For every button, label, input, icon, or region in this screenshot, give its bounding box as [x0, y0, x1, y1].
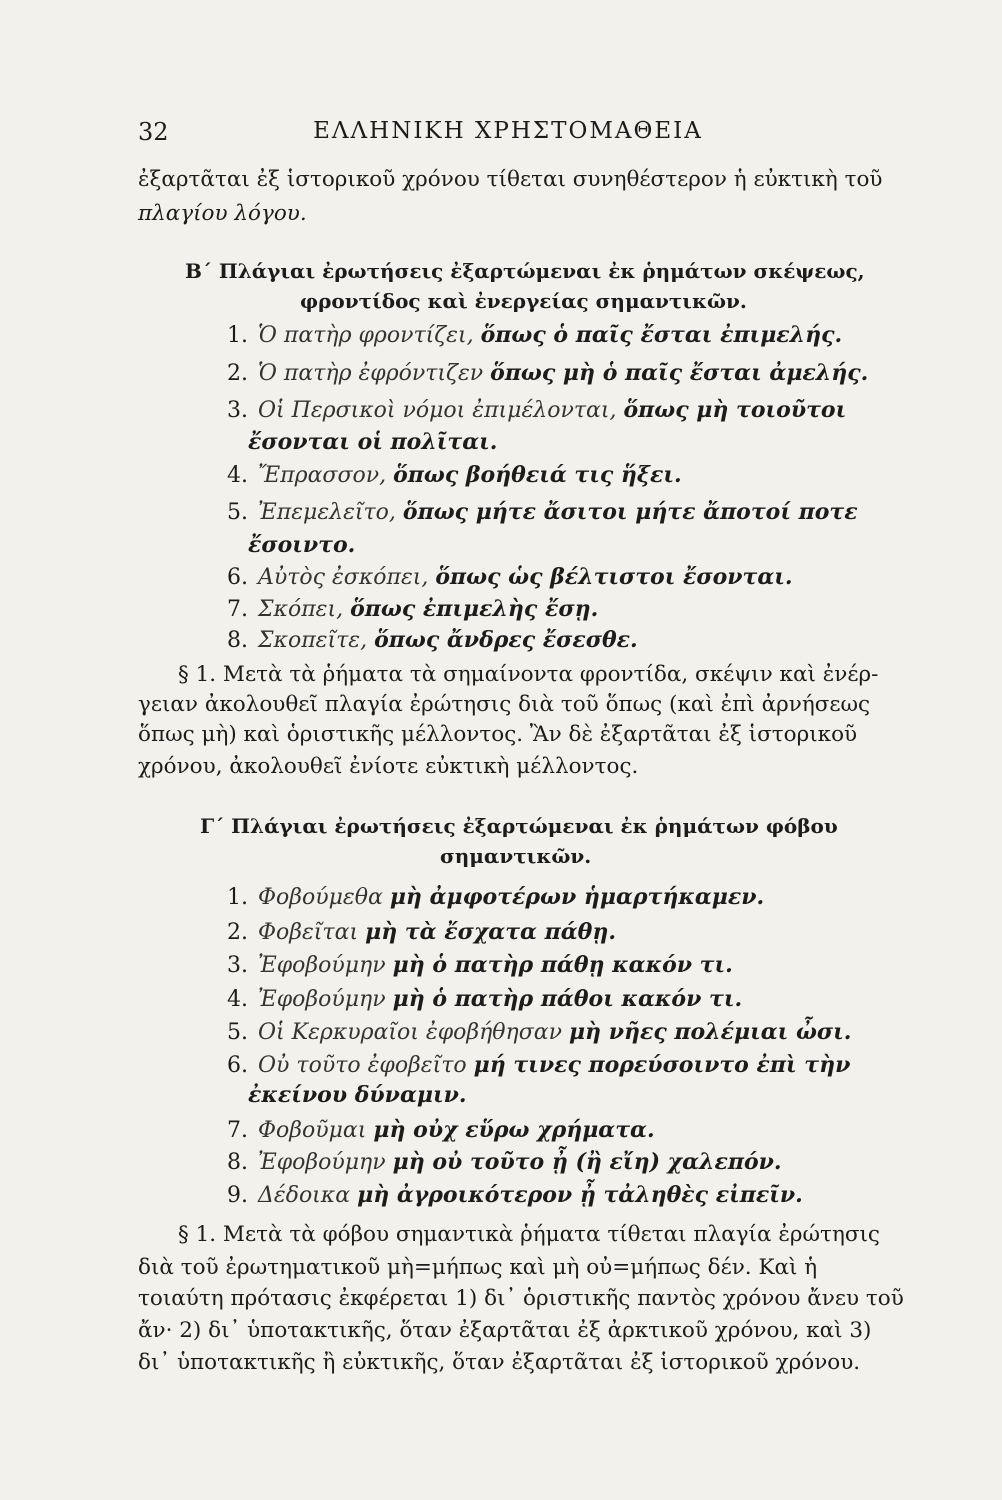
section-c-note-line-5: δι᾽ ὑποτακτικῆς ἢ εὐκτικῆς, ὅταν ἐξαρτᾶται ἐξ ἱστορικοῦ χρόνου. [138, 1350, 861, 1375]
section-b-example-7 [218, 594, 598, 625]
example-text: ὅπως ἄνδρες ἔσεσθε. [374, 627, 638, 653]
example-number: 8. [227, 1150, 248, 1175]
example-number: 7. [227, 1118, 248, 1143]
example-lead: Φοβοῦμαι [258, 1118, 367, 1143]
section-b-example-3 [218, 395, 846, 426]
example-text: ὅπως βοήθειά τις ἥξει. [393, 462, 682, 488]
section-b-heading-line-1: Β΄ Πλάγιαι ἐρωτήσεις ἐξαρτώμεναι ἐκ ῥημάτων σκέψεως, [185, 259, 865, 283]
example-number: 4. [227, 987, 248, 1012]
example-text: μὴ τὰ ἔσχατα πάθῃ. [365, 919, 616, 945]
example-text: ὅπως μὴ ὁ παῖς ἔσται ἀμελής. [490, 360, 869, 386]
example-number: 2. [227, 361, 248, 386]
example-text: μὴ ἀγροικότερον ᾖ τἀληθὲς εἰπεῖν. [357, 1182, 803, 1208]
example-lead: Οἱ Περσικοὶ νόμοι ἐπιμέλονται, [258, 398, 617, 423]
page-number: 32 [138, 118, 169, 146]
section-c-example-1 [218, 882, 764, 913]
example-lead: Φοβεῖται [258, 920, 359, 945]
example-text: ὅπως ὡς βέλτιστοι ἔσονται. [435, 564, 793, 590]
section-c-example-8 [218, 1147, 782, 1178]
section-b-example-4 [218, 460, 682, 491]
example-lead: Ὁ πατὴρ φροντίζει, [258, 323, 474, 348]
example-text: μὴ οὐ τοῦτο ᾖ (ἢ εἴη) χαλεπόν. [392, 1149, 782, 1175]
section-c-example-6 [218, 1050, 850, 1081]
section-c-example-9 [218, 1180, 803, 1211]
example-lead: Σκόπει, [258, 597, 344, 622]
section-c-heading-line-1: Γ΄ Πλάγιαι ἐρωτήσεις ἐξαρτώμεναι ἐκ ῥημάτων φόβου [200, 814, 838, 838]
section-b-note-line-2: γειαν ἀκολουθεῖ πλαγία ἐρώτησις διὰ τοῦ ὅπως (καὶ ἐπὶ ἀρνήσεως [138, 692, 871, 717]
section-c-note-line-4: ἄν· 2) δι᾽ ὑποτακτικῆς, ὅταν ἐξαρτᾶται ἐξ ἀρκτικοῦ χρόνου, καὶ 3) [138, 1318, 872, 1343]
section-c-example-5 [218, 1017, 851, 1048]
section-c-example-2 [218, 917, 616, 948]
example-lead: Ἐφοβούμην [258, 1150, 386, 1175]
example-text: μὴ ὁ πατὴρ πάθοι κακόν τι. [392, 986, 743, 1012]
example-lead: Ἐφοβούμην [258, 987, 386, 1012]
example-lead: Ὁ πατὴρ ἐφρόντιζεν [258, 361, 484, 386]
section-c-note-line-2: διὰ τοῦ ἐρωτηματικοῦ μὴ=μήπως καὶ μὴ οὐ=μήπως δέν. Καὶ ἡ [138, 1255, 818, 1280]
example-number: 4. [227, 463, 248, 488]
example-text: ὅπως ὁ παῖς ἔσται ἐπιμελής. [480, 322, 843, 348]
example-number: 6. [227, 565, 248, 590]
example-number: 9. [227, 1183, 248, 1208]
example-number: 8. [227, 628, 248, 653]
section-b-example-1 [218, 320, 842, 351]
example-text: μὴ ἀμφοτέρων ἡμαρτήκαμεν. [389, 884, 765, 910]
section-c-heading-line-2: σημαντικῶν. [440, 844, 592, 868]
running-title: ΕΛΛΗΝΙΚΗ ΧΡΗΣΤΟΜΑΘΕΙΑ [313, 118, 703, 144]
intro-line-2: πλαγίου λόγου. [138, 201, 307, 226]
example-text: ὅπως μὴ τοιοῦτοι [623, 397, 847, 423]
example-lead: Αὐτὸς ἐσκόπει, [258, 565, 429, 590]
example-number: 5. [227, 500, 248, 525]
section-c-note-line-1: § 1. Μετὰ τὰ φόβου σημαντικὰ ῥήματα τίθεται πλαγία ἐρώτησις [178, 1222, 880, 1247]
section-b-example-5-continuation: ἔσοιντο. [248, 532, 356, 558]
example-text: μή τινες πορεύσοιντο ἐπὶ τὴν [473, 1052, 851, 1078]
example-number: 3. [227, 398, 248, 423]
example-text: μὴ ὁ πατὴρ πάθῃ κακόν τι. [392, 952, 733, 978]
example-number: 5. [227, 1020, 248, 1045]
example-number: 6. [227, 1053, 248, 1078]
section-c-example-6-continuation: ἐκείνου δύναμιν. [248, 1082, 467, 1108]
page-header [138, 118, 878, 158]
section-c-example-7 [218, 1115, 655, 1146]
section-b-example-8 [218, 625, 638, 656]
section-b-heading-line-2: φροντίδος καὶ ἐνεργείας σημαντικῶν. [300, 289, 747, 313]
section-b-note-line-1: § 1. Μετὰ τὰ ῥήματα τὰ σημαίνοντα φροντίδα, σκέψιν καὶ ἐνέρ- [178, 662, 879, 687]
example-number: 1. [227, 885, 248, 910]
section-c-note-line-3: τοιαύτη πρότασις ἐκφέρεται 1) δι᾽ ὁριστικῆς παντὸς χρόνου ἄνευ τοῦ [138, 1286, 904, 1311]
section-b-example-5 [218, 497, 858, 528]
section-b-example-2 [218, 358, 868, 389]
example-lead: Ἐφοβούμην [258, 953, 386, 978]
intro-line-1: ἐξαρτᾶται ἐξ ἱστορικοῦ χρόνου τίθεται συνηθέστερον ἡ εὐκτικὴ τοῦ [138, 167, 883, 192]
example-number: 2. [227, 920, 248, 945]
example-lead: Φοβούμεθα [258, 885, 383, 910]
example-number: 1. [227, 323, 248, 348]
example-lead: Σκοπεῖτε, [258, 628, 368, 653]
example-text: μὴ νῆες πολέμιαι ὦσι. [568, 1019, 852, 1045]
section-b-note-line-3: ὅπως μὴ) καὶ ὁριστικῆς μέλλοντος. Ἂν δὲ ἐξαρτᾶται ἐξ ἱστορικοῦ [138, 722, 858, 747]
section-b-note-line-4: χρόνου, ἀκολουθεῖ ἐνίοτε εὐκτικὴ μέλλοντος. [138, 754, 639, 779]
section-c-example-3 [218, 950, 733, 981]
example-text: ὅπως ἐπιμελὴς ἔσῃ. [350, 596, 599, 622]
example-lead: Ἐπεμελεῖτο, [258, 500, 396, 525]
example-lead: Ἔπρασσον, [258, 463, 387, 488]
example-text: ὅπως μήτε ἄσιτοι μήτε ἄποτοί ποτε [402, 499, 858, 525]
example-lead: Οἱ Κερκυραῖοι ἐφοβήθησαν [258, 1020, 562, 1045]
section-b-example-6 [218, 562, 793, 593]
section-c-example-4 [218, 984, 742, 1015]
section-b-example-3-continuation: ἔσονται οἱ πολῖται. [248, 429, 498, 455]
example-lead: Οὐ τοῦτο ἐφοβεῖτο [258, 1053, 467, 1078]
example-lead: Δέδοικα [258, 1183, 351, 1208]
example-number: 7. [227, 597, 248, 622]
example-text: μὴ οὐχ εὕρω χρήματα. [373, 1117, 655, 1143]
example-number: 3. [227, 953, 248, 978]
